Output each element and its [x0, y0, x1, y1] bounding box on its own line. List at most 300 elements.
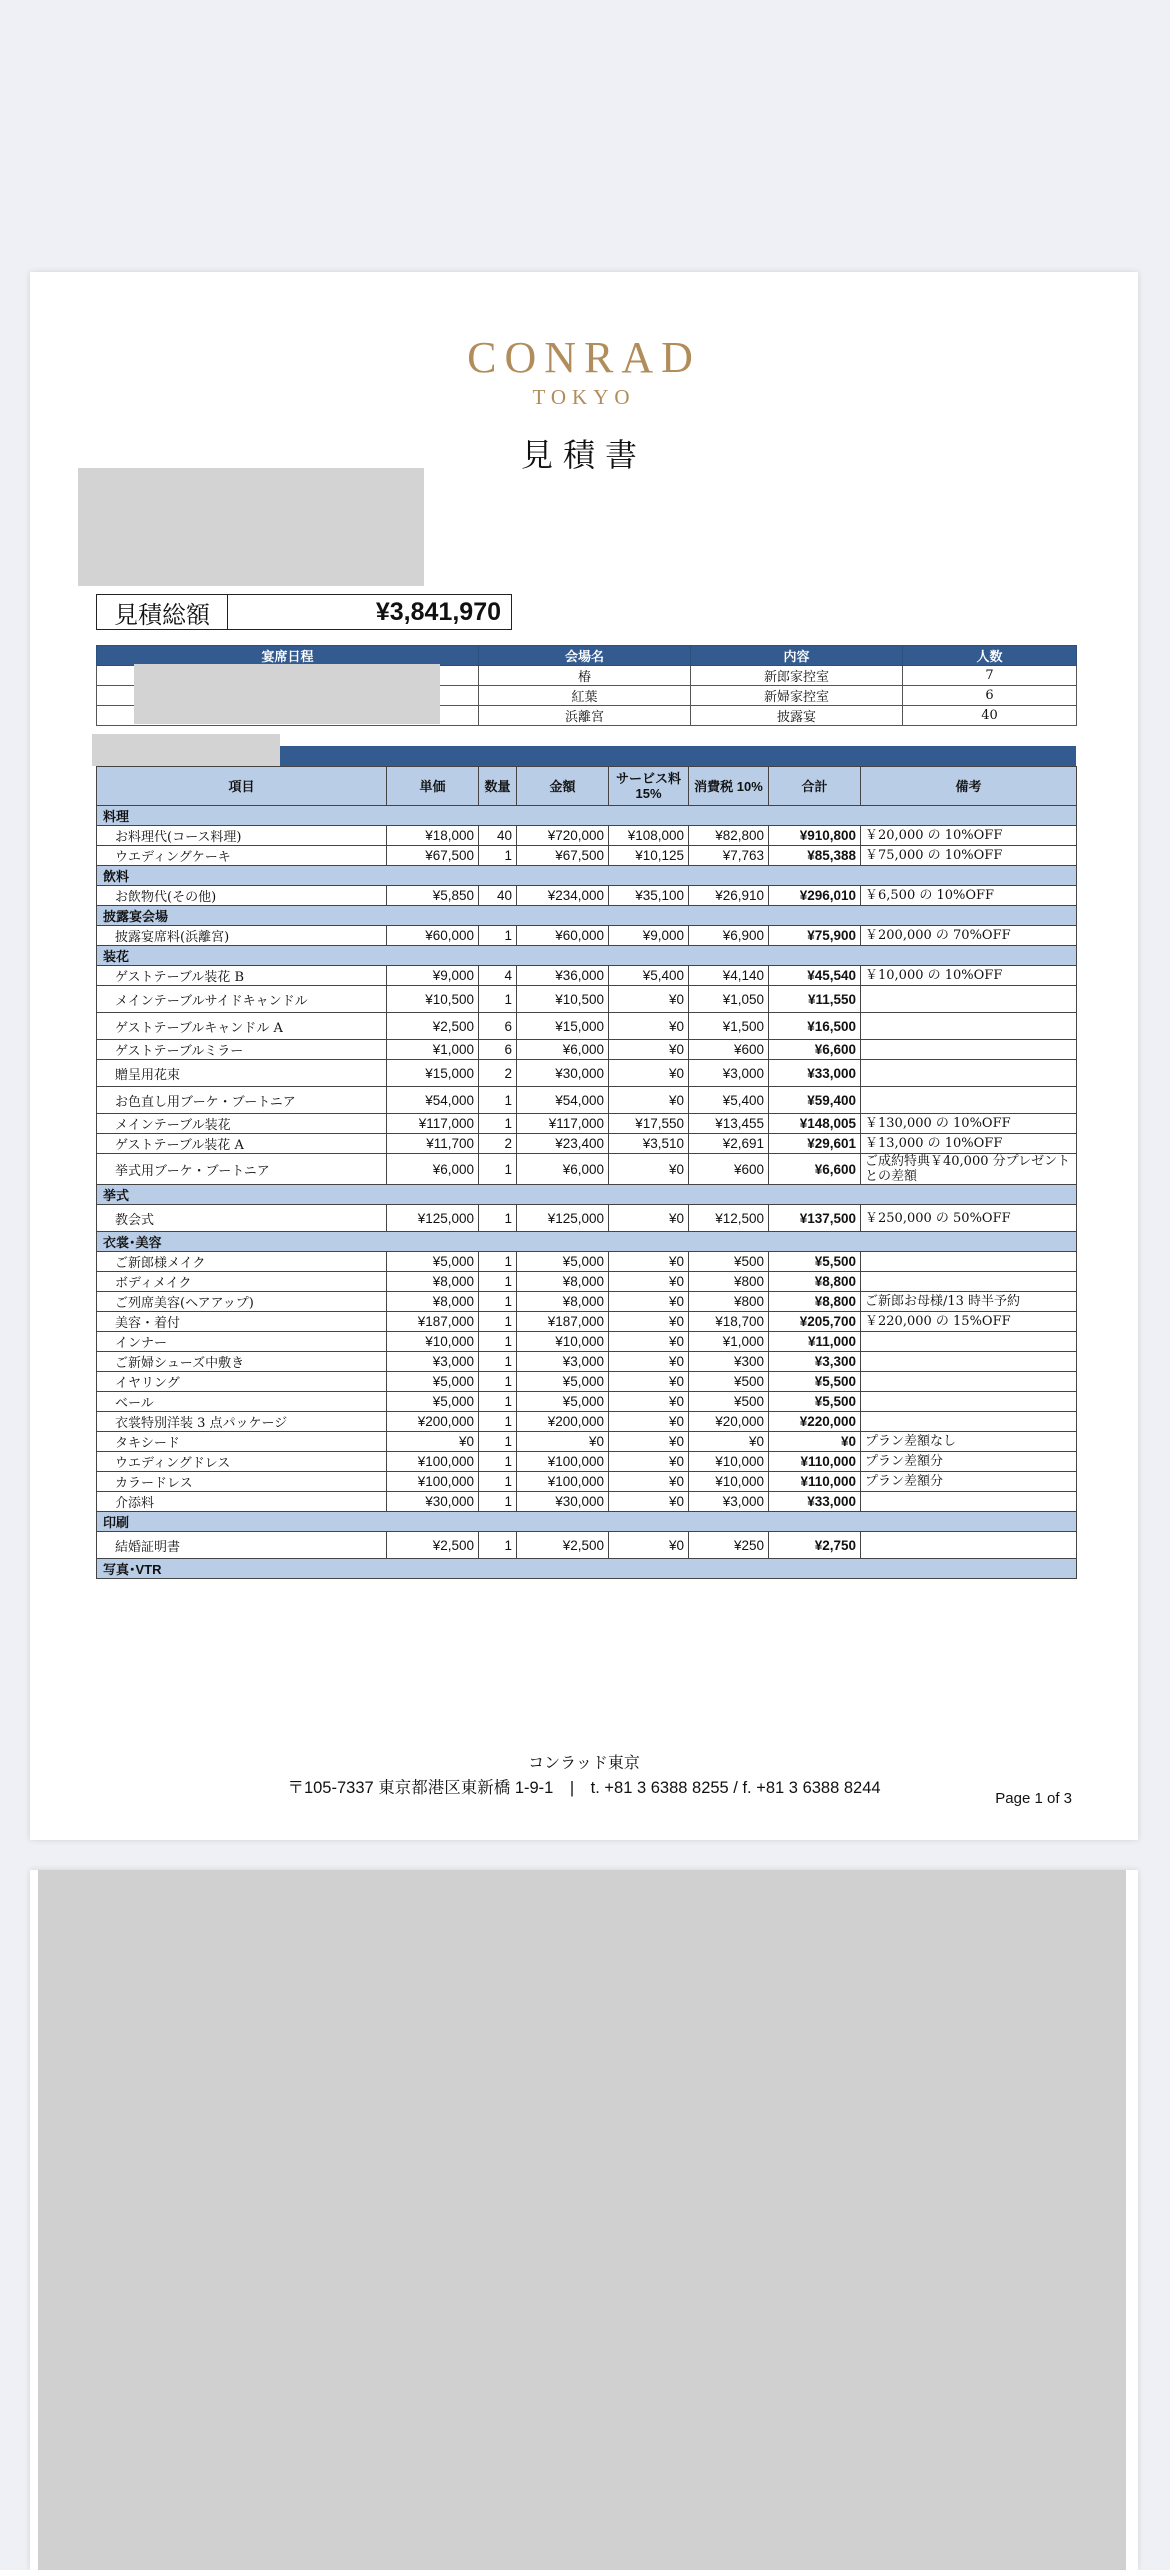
tax: ¥1,050	[689, 986, 769, 1013]
item-name: ゲストテーブル装花 A	[97, 1134, 387, 1154]
note	[861, 1040, 1077, 1060]
service-charge: ¥0	[609, 1352, 689, 1372]
note: ￥75,000 の 10%OFF	[861, 846, 1077, 866]
tax: ¥800	[689, 1292, 769, 1312]
item-name: お飲物代(その他)	[97, 886, 387, 906]
quantity: 40	[479, 886, 517, 906]
amount: ¥125,000	[517, 1205, 609, 1232]
line-total: ¥75,900	[769, 926, 861, 946]
service-charge: ¥0	[609, 1472, 689, 1492]
item-name: ご新郎様メイク	[97, 1252, 387, 1272]
service-charge: ¥0	[609, 1412, 689, 1432]
quantity: 1	[479, 1312, 517, 1332]
item-name: インナー	[97, 1332, 387, 1352]
amount: ¥67,500	[517, 846, 609, 866]
line-total: ¥220,000	[769, 1412, 861, 1432]
schedule-header-guests: 人数	[903, 646, 1077, 666]
table-row	[97, 1472, 1077, 1492]
quantity: 1	[479, 1332, 517, 1352]
amount: ¥8,000	[517, 1292, 609, 1312]
table-row	[97, 1392, 1077, 1412]
table-row	[97, 1134, 1077, 1154]
table-row	[97, 1432, 1077, 1452]
unit-price: ¥3,000	[387, 1352, 479, 1372]
unit-price: ¥200,000	[387, 1412, 479, 1432]
quantity: 1	[479, 1272, 517, 1292]
line-total: ¥137,500	[769, 1205, 861, 1232]
category-row	[97, 946, 1077, 966]
col-header-unit-price: 単価	[387, 767, 479, 806]
amount: ¥720,000	[517, 826, 609, 846]
line-total: ¥45,540	[769, 966, 861, 986]
unit-price: ¥5,000	[387, 1252, 479, 1272]
service-charge: ¥0	[609, 1432, 689, 1452]
line-total: ¥910,800	[769, 826, 861, 846]
service-charge: ¥0	[609, 986, 689, 1013]
table-row	[97, 1114, 1077, 1134]
note: ￥200,000 の 70%OFF	[861, 926, 1077, 946]
unit-price: ¥100,000	[387, 1452, 479, 1472]
quantity: 1	[479, 1532, 517, 1559]
amount: ¥5,000	[517, 1392, 609, 1412]
line-total: ¥110,000	[769, 1452, 861, 1472]
tax: ¥500	[689, 1392, 769, 1412]
col-header-note: 備考	[861, 767, 1077, 806]
logo-brand: CONRAD	[467, 333, 701, 382]
amount: ¥60,000	[517, 926, 609, 946]
tax: ¥3,000	[689, 1492, 769, 1512]
service-charge: ¥0	[609, 1452, 689, 1472]
line-total: ¥2,750	[769, 1532, 861, 1559]
line-total: ¥5,500	[769, 1252, 861, 1272]
quantity: 2	[479, 1060, 517, 1087]
item-name: 挙式用ブーケ・ブートニア	[97, 1154, 387, 1185]
service-charge: ¥0	[609, 1292, 689, 1312]
unit-price: ¥18,000	[387, 826, 479, 846]
item-name: お料理代(コース料理)	[97, 826, 387, 846]
schedule-venue: 紅葉	[479, 686, 691, 706]
quantity: 1	[479, 1114, 517, 1134]
category-row	[97, 866, 1077, 886]
quantity: 1	[479, 986, 517, 1013]
tax: ¥18,700	[689, 1312, 769, 1332]
unit-price: ¥10,000	[387, 1332, 479, 1352]
category-row	[97, 1232, 1077, 1252]
document-title: 見積書	[520, 436, 647, 474]
service-charge: ¥0	[609, 1013, 689, 1040]
col-header-amount: 金額	[517, 767, 609, 806]
service-charge: ¥9,000	[609, 926, 689, 946]
unit-price: ¥125,000	[387, 1205, 479, 1232]
amount: ¥5,000	[517, 1372, 609, 1392]
tax: ¥5,400	[689, 1087, 769, 1114]
note	[861, 1392, 1077, 1412]
service-charge: ¥5,400	[609, 966, 689, 986]
amount: ¥30,000	[517, 1060, 609, 1087]
tax: ¥4,140	[689, 966, 769, 986]
service-charge: ¥3,510	[609, 1134, 689, 1154]
category-label: 写真･VTR	[97, 1559, 1077, 1579]
note	[861, 1013, 1077, 1040]
category-row	[97, 1512, 1077, 1532]
quantity: 1	[479, 846, 517, 866]
table-row	[97, 1492, 1077, 1512]
amount: ¥117,000	[517, 1114, 609, 1134]
table-row	[97, 1332, 1077, 1352]
line-total: ¥85,388	[769, 846, 861, 866]
item-name: ご新婦シューズ中敷き	[97, 1352, 387, 1372]
unit-price: ¥11,700	[387, 1134, 479, 1154]
quantity: 1	[479, 1412, 517, 1432]
table-row	[97, 1013, 1077, 1040]
quantity: 1	[479, 1472, 517, 1492]
amount: ¥10,000	[517, 1332, 609, 1352]
service-charge: ¥0	[609, 1372, 689, 1392]
item-name: ボディメイク	[97, 1272, 387, 1292]
amount: ¥0	[517, 1432, 609, 1452]
note: ご新郎お母様/13 時半予約	[861, 1292, 1077, 1312]
tax: ¥500	[689, 1252, 769, 1272]
note: ￥130,000 の 10%OFF	[861, 1114, 1077, 1134]
item-name: メインテーブル装花	[97, 1114, 387, 1134]
quantity: 4	[479, 966, 517, 986]
quantity: 1	[479, 1492, 517, 1512]
unit-price: ¥10,500	[387, 986, 479, 1013]
item-name: ご列席美容(ヘアアップ)	[97, 1292, 387, 1312]
item-name: ゲストテーブル装花 B	[97, 966, 387, 986]
note: ご成約特典￥40,000 分プレゼントとの差額	[861, 1154, 1077, 1185]
quantity: 1	[479, 1205, 517, 1232]
estimate-page-2	[30, 1870, 1138, 2570]
quantity: 1	[479, 1392, 517, 1412]
service-charge: ¥0	[609, 1252, 689, 1272]
col-header-tax: 消費税 10%	[689, 767, 769, 806]
item-name: ゲストテーブルキャンドル A	[97, 1013, 387, 1040]
tax: ¥0	[689, 1432, 769, 1452]
category-label: 装花	[97, 946, 1077, 966]
note	[861, 1492, 1077, 1512]
line-total: ¥6,600	[769, 1040, 861, 1060]
tax: ¥12,500	[689, 1205, 769, 1232]
service-charge: ¥0	[609, 1205, 689, 1232]
amount: ¥6,000	[517, 1040, 609, 1060]
table-row	[97, 986, 1077, 1013]
table-row	[97, 846, 1077, 866]
redacted-page-2	[38, 1870, 1126, 2570]
quantity: 1	[479, 1352, 517, 1372]
category-row	[97, 806, 1077, 826]
note	[861, 1352, 1077, 1372]
line-total: ¥33,000	[769, 1060, 861, 1087]
note: ￥250,000 の 50%OFF	[861, 1205, 1077, 1232]
tax: ¥500	[689, 1372, 769, 1392]
note	[861, 1332, 1077, 1352]
quantity: 40	[479, 826, 517, 846]
item-name: ウエディングドレス	[97, 1452, 387, 1472]
unit-price: ¥30,000	[387, 1492, 479, 1512]
category-label: 挙式	[97, 1185, 1077, 1205]
service-charge: ¥0	[609, 1532, 689, 1559]
table-row	[97, 1352, 1077, 1372]
tax: ¥250	[689, 1532, 769, 1559]
note	[861, 986, 1077, 1013]
unit-price: ¥5,000	[387, 1392, 479, 1412]
col-header-qty: 数量	[479, 767, 517, 806]
note: プラン差額分	[861, 1452, 1077, 1472]
amount: ¥8,000	[517, 1272, 609, 1292]
redacted-address-block	[78, 468, 424, 586]
unit-price: ¥8,000	[387, 1272, 479, 1292]
table-row	[97, 926, 1077, 946]
schedule-header-venue: 会場名	[479, 646, 691, 666]
amount: ¥15,000	[517, 1013, 609, 1040]
line-total: ¥29,601	[769, 1134, 861, 1154]
item-name: 美容・着付	[97, 1312, 387, 1332]
note: ￥6,500 の 10%OFF	[861, 886, 1077, 906]
category-row	[97, 1559, 1077, 1579]
note: ￥220,000 の 15%OFF	[861, 1312, 1077, 1332]
line-total: ¥0	[769, 1432, 861, 1452]
line-total: ¥8,800	[769, 1272, 861, 1292]
col-header-item: 項目	[97, 767, 387, 806]
service-charge: ¥17,550	[609, 1114, 689, 1134]
table-row	[97, 1087, 1077, 1114]
item-name: ウエディングケーキ	[97, 846, 387, 866]
redacted-section-label	[92, 734, 280, 766]
item-name: 衣裳特別洋装 3 点パッケージ	[97, 1412, 387, 1432]
item-name: 披露宴席料(浜離宮)	[97, 926, 387, 946]
amount: ¥6,000	[517, 1154, 609, 1185]
category-label: 飲料	[97, 866, 1077, 886]
tax: ¥800	[689, 1272, 769, 1292]
schedule-guests: 7	[903, 666, 1077, 686]
amount: ¥3,000	[517, 1352, 609, 1372]
table-row	[97, 1532, 1077, 1559]
quantity: 2	[479, 1134, 517, 1154]
note: プラン差額なし	[861, 1432, 1077, 1452]
quantity: 1	[479, 1452, 517, 1472]
amount: ¥200,000	[517, 1412, 609, 1432]
unit-price: ¥117,000	[387, 1114, 479, 1134]
estimate-total-value: ¥3,841,970	[375, 597, 501, 626]
tax: ¥20,000	[689, 1412, 769, 1432]
note	[861, 1532, 1077, 1559]
quantity: 1	[479, 926, 517, 946]
tax: ¥1,000	[689, 1332, 769, 1352]
category-label: 衣裳･美容	[97, 1232, 1077, 1252]
line-total: ¥110,000	[769, 1472, 861, 1492]
item-name: 結婚証明書	[97, 1532, 387, 1559]
amount: ¥187,000	[517, 1312, 609, 1332]
quantity: 1	[479, 1432, 517, 1452]
tax: ¥6,900	[689, 926, 769, 946]
service-charge: ¥108,000	[609, 826, 689, 846]
estimate-page-1	[30, 272, 1138, 1840]
item-name: タキシード	[97, 1432, 387, 1452]
tax: ¥10,000	[689, 1452, 769, 1472]
item-name: メインテーブルサイドキャンドル	[97, 986, 387, 1013]
amount: ¥23,400	[517, 1134, 609, 1154]
table-row	[97, 1452, 1077, 1472]
schedule-venue: 浜離宮	[479, 706, 691, 726]
line-total: ¥6,600	[769, 1154, 861, 1185]
category-row	[97, 906, 1077, 926]
quantity: 1	[479, 1292, 517, 1312]
schedule-guests: 40	[903, 706, 1077, 726]
category-row	[97, 1185, 1077, 1205]
note: ￥13,000 の 10%OFF	[861, 1134, 1077, 1154]
quantity: 1	[479, 1372, 517, 1392]
table-row	[97, 966, 1077, 986]
unit-price: ¥67,500	[387, 846, 479, 866]
line-total: ¥148,005	[769, 1114, 861, 1134]
table-row	[97, 1205, 1077, 1232]
table-row	[97, 1060, 1077, 1087]
service-charge: ¥0	[609, 1332, 689, 1352]
table-row	[97, 826, 1077, 846]
line-total: ¥8,800	[769, 1292, 861, 1312]
unit-price: ¥2,500	[387, 1013, 479, 1040]
line-total: ¥59,400	[769, 1087, 861, 1114]
note	[861, 1412, 1077, 1432]
tax: ¥3,000	[689, 1060, 769, 1087]
unit-price: ¥8,000	[387, 1292, 479, 1312]
table-row	[97, 1372, 1077, 1392]
quantity: 1	[479, 1252, 517, 1272]
note	[861, 1272, 1077, 1292]
unit-price: ¥187,000	[387, 1312, 479, 1332]
unit-price: ¥15,000	[387, 1060, 479, 1087]
table-row	[97, 1272, 1077, 1292]
note: プラン差額分	[861, 1472, 1077, 1492]
unit-price: ¥54,000	[387, 1087, 479, 1114]
line-total: ¥11,550	[769, 986, 861, 1013]
service-charge: ¥0	[609, 1492, 689, 1512]
item-name: カラードレス	[97, 1472, 387, 1492]
unit-price: ¥5,000	[387, 1372, 479, 1392]
table-row	[97, 886, 1077, 906]
estimate-table-body	[97, 806, 1077, 1579]
unit-price: ¥2,500	[387, 1532, 479, 1559]
line-total: ¥205,700	[769, 1312, 861, 1332]
amount: ¥36,000	[517, 966, 609, 986]
tax: ¥600	[689, 1040, 769, 1060]
note	[861, 1372, 1077, 1392]
quantity: 1	[479, 1087, 517, 1114]
service-charge: ¥0	[609, 1040, 689, 1060]
note	[861, 1087, 1077, 1114]
quantity: 6	[479, 1013, 517, 1040]
amount: ¥100,000	[517, 1452, 609, 1472]
unit-price: ¥6,000	[387, 1154, 479, 1185]
item-name: ベール	[97, 1392, 387, 1412]
amount: ¥234,000	[517, 886, 609, 906]
line-total: ¥16,500	[769, 1013, 861, 1040]
service-charge: ¥0	[609, 1060, 689, 1087]
estimate-table	[96, 766, 1077, 1579]
redacted-date-cells	[134, 664, 440, 724]
line-total: ¥5,500	[769, 1392, 861, 1412]
table-row	[97, 1154, 1077, 1185]
amount: ¥54,000	[517, 1087, 609, 1114]
schedule-venue: 椿	[479, 666, 691, 686]
tax: ¥300	[689, 1352, 769, 1372]
table-row	[97, 1252, 1077, 1272]
tax: ¥2,691	[689, 1134, 769, 1154]
schedule-content: 披露宴	[691, 706, 903, 726]
estimate-total-label: 見積総額	[97, 595, 228, 629]
schedule-header-content: 内容	[691, 646, 903, 666]
line-total: ¥5,500	[769, 1372, 861, 1392]
page-number: Page 1 of 3	[995, 1790, 1072, 1807]
footer-address: 〒105-7337 東京都港区東新橋 1-9-1 | t. +81 3 6388 8255 / f. +81 3 6388 8244	[287, 1779, 881, 1797]
service-charge: ¥35,100	[609, 886, 689, 906]
line-total: ¥11,000	[769, 1332, 861, 1352]
schedule-header-date: 宴席日程	[97, 646, 479, 666]
table-row	[97, 1292, 1077, 1312]
category-label: 披露宴会場	[97, 906, 1077, 926]
unit-price: ¥1,000	[387, 1040, 479, 1060]
conrad-logo	[30, 332, 1138, 410]
col-header-service: サービス料 15%	[609, 767, 689, 806]
tax: ¥10,000	[689, 1472, 769, 1492]
item-name: 贈呈用花束	[97, 1060, 387, 1087]
service-charge: ¥0	[609, 1392, 689, 1412]
service-charge: ¥0	[609, 1154, 689, 1185]
note	[861, 1060, 1077, 1087]
item-name: イヤリング	[97, 1372, 387, 1392]
item-name: ゲストテーブルミラー	[97, 1040, 387, 1060]
unit-price: ¥60,000	[387, 926, 479, 946]
item-name: 介添料	[97, 1492, 387, 1512]
tax: ¥7,763	[689, 846, 769, 866]
note: ￥10,000 の 10%OFF	[861, 966, 1077, 986]
estimate-total-box	[96, 594, 512, 630]
table-row	[97, 1040, 1077, 1060]
line-total: ¥3,300	[769, 1352, 861, 1372]
amount: ¥100,000	[517, 1472, 609, 1492]
quantity: 1	[479, 1154, 517, 1185]
unit-price: ¥100,000	[387, 1472, 479, 1492]
schedule-guests: 6	[903, 686, 1077, 706]
tax: ¥13,455	[689, 1114, 769, 1134]
note	[861, 1252, 1077, 1272]
unit-price: ¥5,850	[387, 886, 479, 906]
amount: ¥10,500	[517, 986, 609, 1013]
footer-hotel-name: コンラッド東京	[528, 1753, 640, 1772]
unit-price: ¥0	[387, 1432, 479, 1452]
tax: ¥82,800	[689, 826, 769, 846]
tax: ¥1,500	[689, 1013, 769, 1040]
table-row	[97, 1412, 1077, 1432]
amount: ¥5,000	[517, 1252, 609, 1272]
amount: ¥30,000	[517, 1492, 609, 1512]
schedule-content: 新郎家控室	[691, 666, 903, 686]
logo-city: TOKYO	[532, 385, 636, 409]
tax: ¥26,910	[689, 886, 769, 906]
service-charge: ¥10,125	[609, 846, 689, 866]
note: ￥20,000 の 10%OFF	[861, 826, 1077, 846]
tax: ¥600	[689, 1154, 769, 1185]
schedule-content: 新婦家控室	[691, 686, 903, 706]
item-name: 教会式	[97, 1205, 387, 1232]
service-charge: ¥0	[609, 1087, 689, 1114]
service-charge: ¥0	[609, 1272, 689, 1292]
amount: ¥2,500	[517, 1532, 609, 1559]
item-name: お色直し用ブーケ・ブートニア	[97, 1087, 387, 1114]
line-total: ¥296,010	[769, 886, 861, 906]
service-charge: ¥0	[609, 1312, 689, 1332]
